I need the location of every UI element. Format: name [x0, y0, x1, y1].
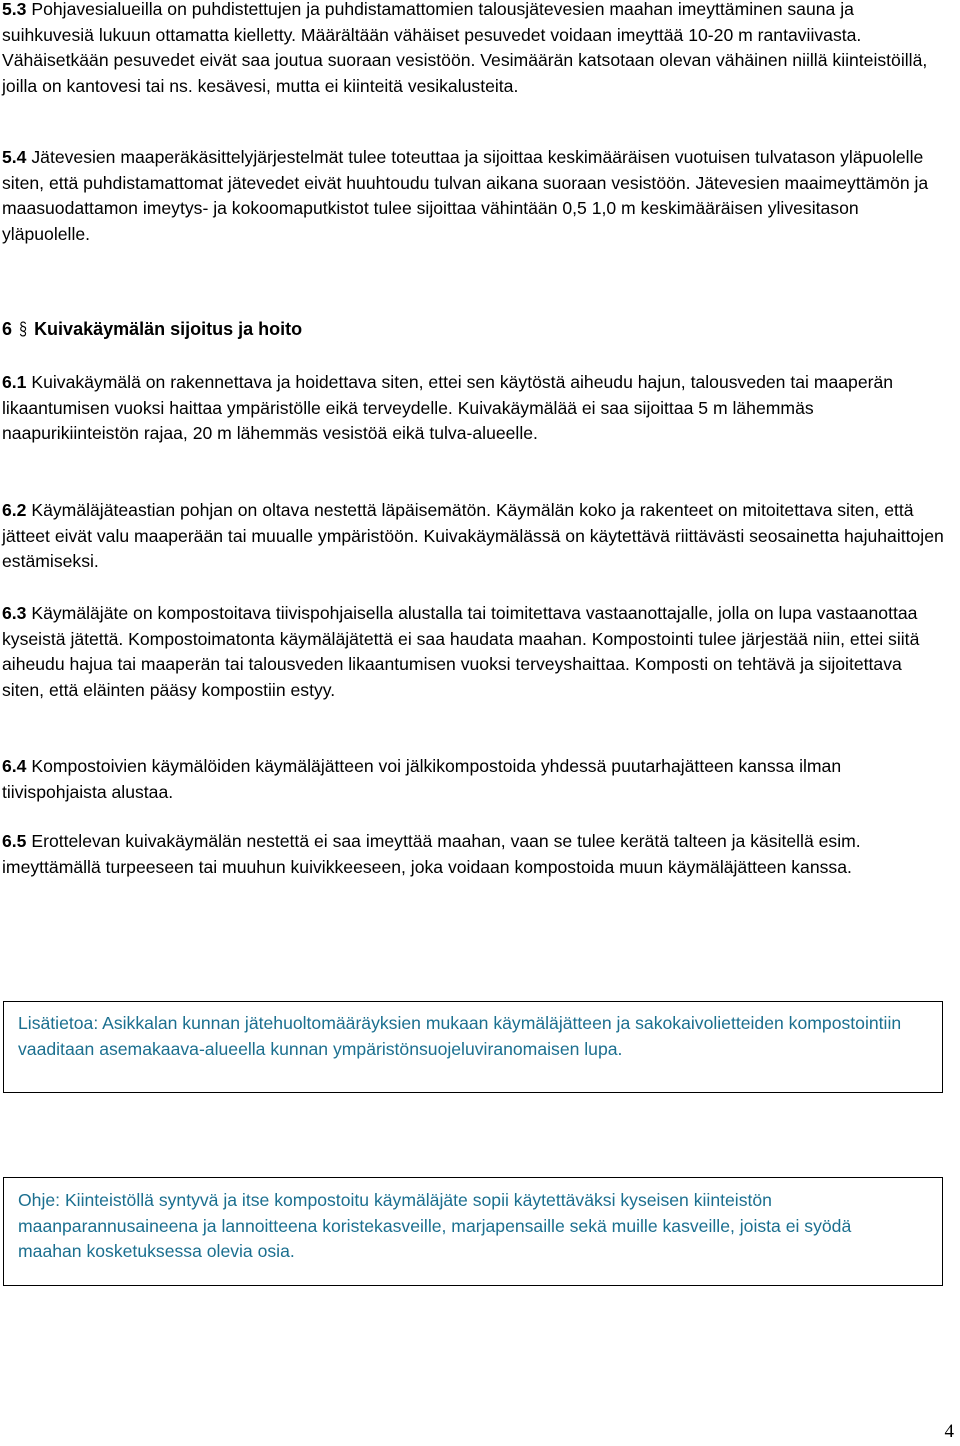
info-box-text: Ohje: Kiinteistöllä syntyvä ja itse kompostoitu käymäläjäte sopii käytettäväksi kyseisen kiinteistön maanparannusaineena ja lannoitteena koristekasveille, marjapensaille sekä muille kasveille, joista ei syödä maahan kosketuksessa olevia osia. — [18, 1190, 852, 1261]
heading-number: 6 — [2, 319, 13, 339]
paragraph-6-2 — [2, 498, 947, 575]
info-box-ohje — [3, 1177, 943, 1286]
paragraph-text: Käymäläjäteastian pohjan on oltava nestettä läpäisemätön. Käymälän koko ja rakenteet on mitoitettava siten, että jätteet eivät valu maaperään tai muualle ympäristöön. Kuivakäymälässä on käytettävä riittävästi seosainetta hajuhaittojen estämiseksi. — [2, 500, 944, 571]
paragraph-number: 6.1 — [2, 372, 27, 392]
paragraph-number: 5.3 — [2, 0, 27, 19]
paragraph-number: 6.2 — [2, 500, 27, 520]
paragraph-6-3 — [2, 601, 947, 703]
paragraph-5-3 — [2, 0, 947, 99]
page-number: 4 — [944, 1421, 954, 1442]
paragraph-text: Erottelevan kuivakäymälän nestettä ei saa imeyttää maahan, vaan se tulee kerätä talteen ja käsitellä esim. imeyttämällä turpeeseen tai muuhun kuivikkeeseen, joka voidaan kompostoida muun käymäläjätteen kanssa. — [2, 831, 861, 877]
paragraph-6-1 — [2, 370, 947, 447]
paragraph-text: Kompostoivien käymälöiden käymäläjätteen voi jälkikompostoida yhdessä puutarhajätteen kanssa ilman tiivispohjaista alustaa. — [2, 756, 842, 802]
paragraph-6-5 — [2, 829, 947, 880]
paragraph-text: Kuivakäymälä on rakennettava ja hoidettava siten, ettei sen käytöstä aiheudu hajun, talousveden tai maaperän likaantumisen vuoksi haittaa ympäristölle eikä terveydelle. Kuivakäymälää ei saa sijoittaa 5 m lähemmäs naapurikiinteistön rajaa, 20 m lähemmäs vesistöä eikä tulva-alueelle. — [2, 372, 894, 443]
paragraph-5-4 — [2, 145, 947, 247]
paragraph-number: 6.5 — [2, 831, 27, 851]
section-sign: § — [19, 319, 27, 339]
paragraph-text: Käymäläjäte on kompostoitava tiivispohjaisella alustalla tai toimitettava vastaanottajalle, jolla on lupa vastaanottaa kyseistä jätettä. Kompostoimatonta käymäläjätettä ei saa haudata maahan. Kompostointi tulee järjestää niin, ettei siitä aiheudu hajua tai maaperän tai talousveden likaantumisen vuoksi terveyshaittaa. Komposti on tehtävä ja sijoitettava siten, että eläinten pääsy kompostiin estyy. — [2, 603, 920, 700]
heading-title: Kuivakäymälän sijoitus ja hoito — [34, 319, 303, 339]
paragraph-number: 6.4 — [2, 756, 27, 776]
paragraph-text: Jätevesien maaperäkäsittelyjärjestelmät tulee toteuttaa ja sijoittaa keskimääräisen vuotuisen tulvatason yläpuolelle siten, että puhdistamattomat jätevedet eivät huuhtoudu tulvan aikana suoraan vesistöön. Jätevesien maaimeyttämön ja maasuodattamon imeytys- ja kokoomaputkistot tulee sijoittaa vähintään 0,5 1,0 m keskimääräisen ylivesitason yläpuolelle. — [2, 147, 929, 244]
info-box-text: Lisätietoa: Asikkalan kunnan jätehuoltomääräyksien mukaan käymäläjätteen ja sakokaivolietteiden kompostointiin vaaditaan asemakaava-alueella kunnan ympäristönsuojeluviranomaisen lupa. — [18, 1013, 902, 1059]
paragraph-number: 5.4 — [2, 147, 27, 167]
paragraph-6-4 — [2, 754, 947, 805]
paragraph-text: Pohjavesialueilla on puhdistettujen ja puhdistamattomien talousjätevesien maahan imeyttäminen sauna ja suihkuvesiä lukuun ottamatta kielletty. Määrältään vähäiset pesuvedet voidaan imeyttää 10-20 m rantaviivasta. Vähäisetkään pesuvedet eivät saa joutua suoraan vesistöön. Vesimäärän katsotaan olevan vähäinen niillä kiinteistöillä, joilla on kantovesi tai ns. kesävesi, mutta ei kiinteitä vesikalusteita. — [2, 0, 928, 96]
info-box-lisatietoa — [3, 1001, 943, 1093]
paragraph-number: 6.3 — [2, 603, 27, 623]
section-heading-6 — [2, 317, 947, 342]
